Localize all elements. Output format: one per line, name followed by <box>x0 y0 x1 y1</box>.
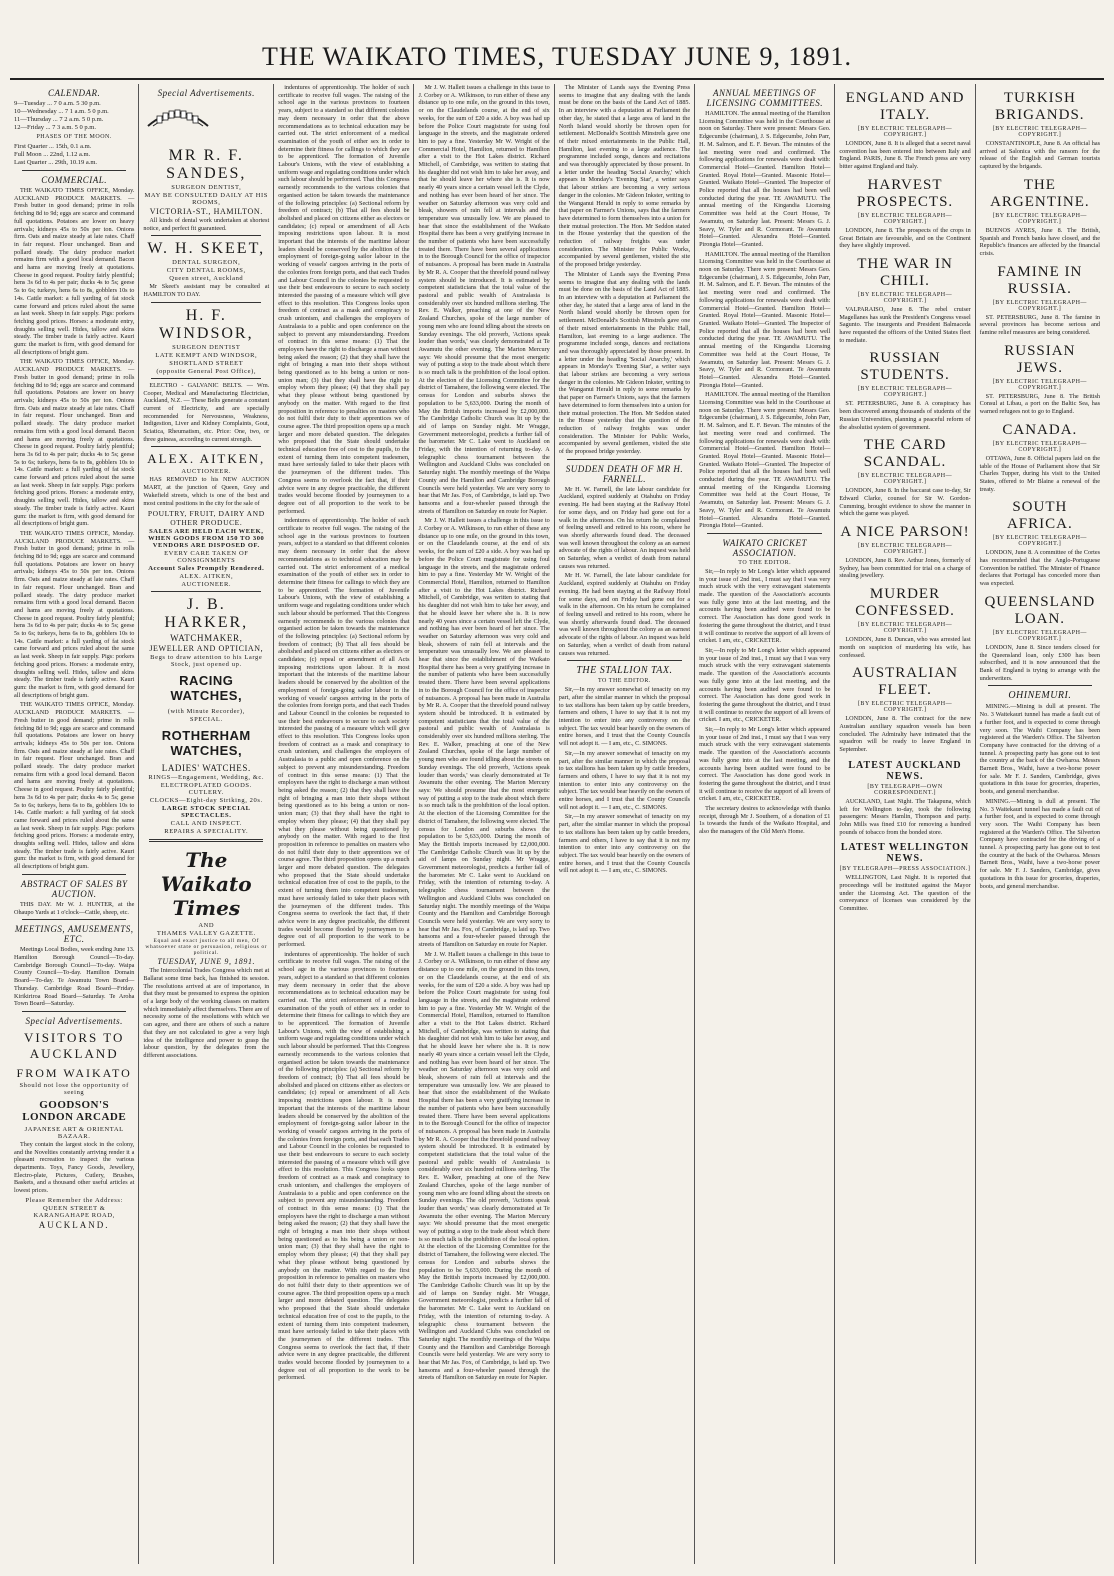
divider <box>151 591 261 592</box>
electro-text: ELECTRO - GALVANIC BELTS. — Wm. Cooper, Medical and Manufacturing Electrician, Auckland, N.Z. — These Belts generate a constant current of Electricity, and are specially recommended for Nervousness, Weakness, Indigestion, Liver and Kidney Complaints, Gout, Sciatica, Rheumatism, etc. Price: One, two, or three guineas, according to current strength. <box>143 381 270 443</box>
electroplated-line: ELECTROPLATED GOODS. CUTLERY. <box>160 782 252 797</box>
cable-heading: TURKISH BRIGANDS. <box>995 90 1085 123</box>
cable-heading: A NICE PARSON! <box>840 524 970 541</box>
visitors-line: Should not lose the opportunity of seeing <box>19 1081 129 1096</box>
cable-heading: ENGLAND AND ITALY. <box>845 90 965 123</box>
sudden-death-text: Mr H. W. Farnell, the late labour candidate for Auckland, expired suddenly at Otahuhu on Friday evening. He had been staying at the Railway Hotel for some days, and on Friday had gone out for a walk in the afternoon. On his return he complained of feeling unwell and retired to his room, where he was shortly afterwards found dead. The deceased was well known throughout the colony as an earnest advocate of the rights of labour. An inquest was held on Saturday, when a verdict of death from natural causes was returned. <box>558 572 691 657</box>
column-8 <box>976 84 1104 1564</box>
windsor-line: (opposite General Post Office), <box>156 367 257 375</box>
divider <box>988 685 1092 686</box>
special-heading: Special Advertisements. <box>157 88 255 98</box>
cable-source: [BY ELECTRIC TELEGRAPH—COPYRIGHT.] <box>992 212 1087 225</box>
cricket-text: Sir,—In reply to Mr Long's letter which appeared in your issue of 2nd inst., I must say that I was very much struck with the very extravagant statements made. The question of the Association's accounts was fully gone into at the last meeting, and the accounts having been audited were found to be correct. The Association has done good work in fostering the game throughout the district, and I trust it will continue to receive the support of all lovers of cricket. I am, etc., CRICKETER. <box>699 647 831 724</box>
sudden-death-heading: SUDDEN DEATH OF MR H. FARNELL. <box>565 463 684 484</box>
abstract-text: THIS DAY. Mr W. J. HUNTER, at the Ohaupo Yards at 1 o'clock—Cattle, sheep, etc. <box>14 900 135 916</box>
cable-heading: THE CARD SCANDAL. <box>863 437 947 471</box>
divider <box>567 459 682 460</box>
skeet-title: DENTAL SURGEON, <box>172 259 241 267</box>
masthead-title: THE WAIKATO TIMES, TUESDAY JUNE 9, 1891. <box>10 8 1104 80</box>
stallion-text: Sir,—In my answer somewhat of tenacity on my part, after the similar manner in which the proposal to tax stallions has been taken up by cattle breeders, farmers and others, I have to say that it is not my intention to enter into any controversy on the subject. The tax would bear heavily on the owners of entire horses, and I trust that the County Councils will not adopt it. — I am, etc., C. SIMONS. <box>558 813 691 875</box>
arcade-text: They contain the largest stock in the colony, and the Novelties constantly arriving render it a pleasant recreation to inspect the various departments. Toys, Fancy Goods, Jewellery, Electro-plate, Pictures, Cutlery, Brushes, Baskets, and a thousand other useful articles at lowest prices. <box>14 1140 135 1195</box>
aitken-text: HAS REMOVED to his NEW AUCTION MART, at the junction of Queen, Grey and Wakefield streets, which is one of the best and most central positions in the city for the sale of <box>143 476 270 507</box>
windsor-title: SURGEON DENTIST <box>172 343 241 351</box>
cable-heading: AUSTRALIAN FLEET. <box>852 665 958 699</box>
divider <box>151 378 261 379</box>
cable-text: LONDON, June 8. The contract for the new Australian auxiliary squadron vessels has been concluded. The Admiralty have intimated that the squadron will be ready to leave England in September. <box>839 715 971 754</box>
cable-source: [BY ELECTRIC TELEGRAPH—COPYRIGHT.] <box>857 701 953 714</box>
moon-row: Full Moon ... 22nd, 1.12 a.m. <box>14 151 91 158</box>
skeet-line: Queen street, Auckland <box>169 275 244 283</box>
paper-and: AND <box>198 922 215 930</box>
paper-date: TUESDAY, JUNE 9, 1891. <box>157 957 256 967</box>
windsor-line: SHORTLAND STREET <box>169 359 244 367</box>
licensing-text: HAMILTON. The annual meeting of the Hamilton Licensing Committee was held in the Courthouse at noon on Saturday. There were present: Messrs Geo. Edgecumbe (chairman), J. S. Edgecumbe, John Parr, H. M. Salmon, and E. F. Bevan. The minutes of the last meeting were read and confirmed. The following applications for renewals were dealt with: Commercial Hotel—Granted. Hamilton Hotel—Granted. Royal Hotel—Granted. Masonic Hotel—Granted. Waikato Hotel—Granted. The Inspector of Police reported that all the houses had been well conducted during the year. TE AWAMUTU. The annual meeting of the Kingandia Licensing Committee was held at the Court House, Te Awamutu, on Saturday last. Present: Messrs G. J. Seavy, W. Tyler and R. Cormorant. Te Awamutu Hotel—Granted. Alexandra Hotel—Granted. Pirongia Hotel—Granted. <box>699 110 831 248</box>
cable-text: WELLINGTON, Last Night. It is reported that proceedings will be instituted against the Mayor under the Licensing Act. The question of the conveyance of licenses was considered by the Committee. <box>839 874 971 913</box>
paper-motto: Equal and exact justice to all men, Of whatsoever state or persuasion, religious or political. <box>145 938 268 957</box>
editorial-text: indentures of apprenticeship. The holder of such certificate to receive full wages. The raising of the school age in the various provinces to fourteen years, subject to a standard so that different colonies may deem necessary in order that the above recommendations as to technical education may be carried out. The strict enforcement of a medical examination of the youth of either sex in order to determine their fitness for callings to which they are to be apprenticed. The formation of Juvenile Labour's Unions, with the view of establishing a uniform wage and regulating conditions under which such labour should be performed. That this Congress earnestly recommends to the various colonies that organised action be taken towards the maintenance of the following principles: (a) Sectional reform by freedom of contract; (b) That all fees should be abolished and placed on citizens either as electors or candidates; (c) repeal or amendment of all Acts imposing restrictions upon labour. It is most important that the interests of the maritime labour leaders should be conserved by the abolition of the employment of foreign-going sailor labour in the working of vessels' cargoes arriving in the ports of the colonies from foreign ports, and that each Trades and Labour Council in the colonies be requested to use their best endeavours to secure to each society interested the passing of a measure which will give effect to this resolution. This Congress looks upon freedom of contract as a mask and conspiracy to crush unionism, and challenges the employers of Australasia to a public and open conference on the subject to prevent any misunderstanding. Freedom of contract in this sense means: (1) That the employers have the right to discharge a man without being asked the reason; (2) that they shall have the right of bringing a man into their shops without being questioned as to his being a union or non-union man; (3) that they shall have the right to employ whom they please; (4) that they shall pay what they please without being questioned by anybody on the matter. With regard to the first proposition in reference to penalties on masters who do not fulfil their duty to their apprentices we of course agree. The third proposition opens up a much larger and more debated question. The delegates who proposed that the State should undertake technical education free of cost to the pupils, to the extent of turning them into competent tradesmen, must have seriously failed to take their places with the journeymen of the different trades. This Congress seems to overlook the fact that, if their advice were in any degree practicable, the different trades would become flooded by journeymen to a degree out of all proportion to the work to be performed. <box>278 950 410 1382</box>
footer-text: The secretary desires to acknowledge with thanks receipt, through Mr J. Southern, of a donation of £1 1s towards the funds of the Waikato Hospital, and also the managers of the Old Men's Home. <box>699 805 831 836</box>
ohinemuri-text: MINING.—Mining is dull at present. The No. 3 Waitekauri tunnel has made a fault cut of a further foot, and is expected to come through very soon. The Waihi Company has been registered at the Warden's Office. The Silverton Company have contracted for the driving of a tunnel. A prospecting party has gone out to test the country at the back of the Owharoa. Messrs Barnett Bros., Waihi, have a two-horse power for sale. Mr F. J. Sanders, Cambridge, gives quotations in this issue for groceries, draperies, boots, and general merchandise. <box>979 703 1101 796</box>
calendar-row: 10—Wednesday ... 7 1 a.m. 5 0 p.m. <box>14 108 109 115</box>
visitors-line: VISITORS TO AUCKLAND <box>23 1029 125 1061</box>
racing-sub: (with Minute Recorder), <box>167 708 245 716</box>
divider <box>149 839 263 842</box>
divider <box>22 919 126 920</box>
dentist-text: All kinds of dental work undertaken at shortest notice, and perfect fit guaranteed. <box>143 217 270 232</box>
column-1 <box>10 84 139 1564</box>
cable-source: [BY ELECTRIC TELEGRAPH—COPYRIGHT.] <box>857 543 953 556</box>
ohinemuri-text: MINING.—Mining is dull at present. The No. 3 Waitekauri tunnel has made a fault cut of a further foot, and is expected to come through very soon. The Waihi Company has been registered at the Warden's Office. The Silverton Company have contracted for the driving of a tunnel. A prospecting party has gone out to test the country at the back of the Owharoa. Messrs Barnett Bros., Waihi, have a two-horse power for sale. Mr F. J. Sanders, Cambridge, gives quotations in this issue for groceries, draperies, boots, and general merchandise. <box>979 797 1101 890</box>
harker-name: J. B. HARKER, <box>164 596 249 632</box>
aitken-title: AUCTIONEER. <box>181 468 232 476</box>
cricket-text: Sir,—In reply to Mr Long's letter which appeared in your issue of 2nd inst., I must say that I was very much struck with the very extravagant statements made. The question of the Association's accounts was fully gone into at the last meeting, and the accounts having been audited were found to be correct. The Association has done good work in fostering the game throughout the district, and I trust it will continue to receive the support of all lovers of cricket. I am, etc., CRICKETER. <box>699 726 831 803</box>
cable-heading: RUSSIAN JEWS. <box>1004 342 1076 376</box>
cricket-text: Sir,—In reply to Mr Long's letter which appeared in your issue of 2nd inst., I must say that I was very much struck with the very extravagant statements made. The question of the Association's accounts was fully gone into at the last meeting, and the accounts having been audited were found to be correct. The Association has done good work in fostering the game throughout the district, and I trust it will continue to receive the support of all lovers of cricket. I am, etc., CRICKETER. <box>699 567 831 645</box>
racing-watches: RACING WATCHES, <box>170 673 243 704</box>
cable-source: [BY ELECTRIC TELEGRAPH—COPYRIGHT.] <box>857 386 953 399</box>
editorial-text: indentures of apprenticeship. The holder of such certificate to receive full wages. The raising of the school age in the various provinces to fourteen years, subject to a standard so that different colonies may deem necessary in order that the above recommendations as to technical education may be carried out. The strict enforcement of a medical examination of the youth of either sex in order to determine their fitness for callings to which they are to be apprenticed. The formation of Juvenile Labour's Unions, with the view of establishing a uniform wage and regulating conditions under which such labour should be performed. That this Congress earnestly recommends to the various colonies that organised action be taken towards the maintenance of the following principles: (a) Sectional reform by freedom of contract; (b) That all fees should be abolished and placed on citizens either as electors or candidates; (c) repeal or amendment of all Acts imposing restrictions upon labour. It is most important that the interests of the maritime labour leaders should be conserved by the abolition of the employment of foreign-going sailor labour in the working of vessels' cargoes arriving in the ports of the colonies from foreign ports, and that each Trades and Labour Council in the colonies be requested to use their best endeavours to secure to each society interested the passing of a measure which will give effect to this resolution. This Congress looks upon freedom of contract as a mask and conspiracy to crush unionism, and challenges the employers of Australasia to a public and open conference on the subject to prevent any misunderstanding. Freedom of contract in this sense means: (1) That the employers have the right to discharge a man without being asked the reason; (2) that they shall have the right of bringing a man into their shops without being questioned as to his being a union or non-union man; (3) that they shall have the right to employ whom they please; (4) that they shall pay what they please without being questioned by anybody on the matter. With regard to the first proposition in reference to penalties on masters who do not fulfil their duty to their apprentices we of course agree. The third proposition opens up a much larger and more debated question. The delegates who proposed that the State should undertake technical education free of cost to the pupils, to the extent of turning them into competent tradesmen, must have seriously failed to take their places with the journeymen of the different trades. This Congress seems to overlook the fact that, if their advice were in any degree practicable, the different trades would become flooded by journeymen to a degree out of all proportion to the work to be performed. <box>278 84 410 515</box>
sudden-death-text: Mr H. W. Farnell, the late labour candidate for Auckland, expired suddenly at Otahuhu on Friday evening. He had been staying at the Railway Hotel for some days, and on Friday had gone out for a walk in the afternoon. On his return he complained of feeling unwell and retired to his room, where he was shortly afterwards found dead. The deceased was well known throughout the colony as an earnest advocate of the rights of labour. An inquest was held on Saturday, when a verdict of death from natural causes was returned. <box>558 485 691 570</box>
cable-heading: QUEENSLAND LOAN. <box>984 593 1096 627</box>
column-3 <box>274 84 414 1564</box>
cable-heading: HARVEST PROSPECTS. <box>856 176 954 210</box>
cable-text: LONDON, June 8. In the baccarat case to-day, Sir Edward Clarke, counsel for Sir W. Gordon-Cumming, brought evidence to show the manner in which the game was played. <box>839 487 971 518</box>
local-news-text: Mr J. W. Hallett issues a challenge in this issue to J. Corbey or A. Wilkinson, to run either of these any distance up to one mile, on the ground in this town, or on the Claudelands course, at the end of six weeks, for the sum of £20 a side. A boy was had up before the Police Court magistrate for using foul language in the streets, and the magistrate ordered him to pay a fine. Yesterday Mr W. Wright of the Commercial Hotel, Hamilton, returned to Hamilton after a visit to the Hot Lakes district. Richard Mitchell, of Cambridge, was written to stating that his daughter did not wish him to take her away, and that he should leave her where she is. It is now nearly 40 years since a certain vessel left the Clyde, and nothing has ever been heard of her since. The weather on Saturday afternoon was very cold and bleak, showers of rain fell at intervals and the temperature was unusually low. We are pleased to hear that since the establishment of the Waikato Hospital there has been a very gratifying increase in the number of patients who have been successfully treated there. There have been several applications in to the Borough Council for the office of inspector of nuisances. A proposal has been made in Australia by Mr R. A. Cooper that the threefold pound railway system should be introduced. It is estimated by competent statisticians that the total value of the pastoral and public wealth of Australasia is considerably over six hundred millions sterling. The Rev. E. Walker, preaching at one of the New Zealand Churches, spoke of the large number of young men who are found idling about the streets on Sunday evenings. The old proverb, 'Actions speak louder than words,' was clearly demonstrated at Te Awamutu the other evening. The Marton Mercury says: We should presume that the most energetic way of putting a stop to the trade about which there is so much talk is the prohibition of the local option. At the election of the Licensing Committee for the district of Tamahere, the following were elected. The census for London and suburbs shows the population to be 5,633,000. During the month of May the British imports increased by £2,000,000. The Cambridge Catholic Church was lit up by the aid of lamps on Sunday night. Mr Wragge, Government meteorologist, predicts a further fall of the barometer. Mr C. Lake went to Auckland on Friday, with the intention of returning to-day. A telegraphic chess tournament between the Wellington and Auckland Clubs was concluded on Saturday night. The monthly meetings of the Waipa County and the Hamilton and Cambridge Borough Councils were held yesterday. We are very sorry to hear that Mr Jas. Fox, of Cambridge, is laid up. Two hansoms and a four-wheeler passed through the streets of Hamilton on Saturday en route for Napier. <box>418 84 550 515</box>
aitken-every: EVERY CARE TAKEN OF CONSIGNMENTS <box>164 550 249 565</box>
divider <box>22 874 126 875</box>
cable-heading: CANADA. <box>1002 421 1078 438</box>
skeet-text: Mr Skeet's assistant may be consulted at HAMILTON TO DAY. <box>143 283 270 299</box>
cable-heading: MURDER CONFESSED. <box>855 586 955 620</box>
cable-source: [BY ELECTRIC TELEGRAPH—COPYRIGHT.] <box>992 535 1087 548</box>
arcade-address: QUEEN STREET & KARANGAHAPE ROAD, <box>33 1204 115 1219</box>
cable-source: [BY ELECTRIC TELEGRAPH—COPYRIGHT.] <box>992 440 1087 453</box>
cable-heading: LATEST WELLINGTON NEWS. <box>840 842 970 865</box>
cable-text: ST. PETERSBURG, June 8. A conspiracy has been discovered among thousands of students of the Russian Universities, planning a peaceful reform of the absolutist system of government. <box>839 400 971 431</box>
aitken-name: ALEX. AITKEN, <box>147 451 266 467</box>
cable-text: LONDON, June 8. It is alleged that a secret naval convention has been entered into between Italy and England. PARIS, June 8. The French press are very bitter against England and Italy. <box>839 140 971 171</box>
windsor-name: H. F. WINDSOR, <box>158 306 254 342</box>
cricket-heading: WAIKATO CRICKET ASSOCIATION. <box>722 537 808 558</box>
licensing-text: HAMILTON. The annual meeting of the Hamilton Licensing Committee was held in the Courthouse at noon on Saturday. There were present: Messrs Geo. Edgecumbe (chairman), J. S. Edgecumbe, John Parr, H. M. Salmon, and E. F. Bevan. The minutes of the last meeting were read and confirmed. The following applications for renewals were dealt with: Commercial Hotel—Granted. Hamilton Hotel—Granted. Royal Hotel—Granted. Masonic Hotel—Granted. Waikato Hotel—Granted. The Inspector of Police reported that all the houses had been well conducted during the year. TE AWAMUTU. The annual meeting of the Kingandia Licensing Committee was held at the Court House, Te Awamutu, on Saturday last. Present: Messrs G. J. Seavy, W. Tyler and R. Cormorant. Te Awamutu Hotel—Granted. Alexandra Hotel—Granted. Pirongia Hotel—Granted. <box>699 250 831 389</box>
columns <box>10 84 1104 1564</box>
repairs-line: REPAIRS A SPECIALITY. <box>164 828 249 836</box>
commercial-text: THE WAIKATO TIMES OFFICE, Monday. AUCKLAND PRODUCE MARKETS. — Fresh butter in good demand; prime in rolls fetching 8d to 9d; eggs are scarce and command full quotations. Potatoes are lower on heavy arrivals; kidneys 45s to 50s per ton. Onions firm. Oats and maize steady at late rates. Chaff in fair request. Flour unchanged. Bran and pollard steady. The dairy produce market remains firm with a good local demand. Bacon and hams are moving freely at quotations. Cheese in good request. Poultry fairly plentiful; hens 3s 6d to 4s per pair; ducks 4s to 5s; geese 5s to 6s; turkeys, hens 6s to 8s, gobblers 10s to 14s. Cattle market: a full yarding of fat stock came forward and prices ruled about the same as last week. Sheep in fair supply. Pigs: porkers fetching good prices. Horses: a moderate entry, draughts selling well. Hides, tallow and skins steady. The timber trade is fairly active. Kauri gum: the market is firm, with good demand for all descriptions of bright gum. <box>14 187 135 356</box>
divider <box>151 446 261 447</box>
cable-source: [BY ELECTRIC TELEGRAPH—COPYRIGHT.] <box>992 299 1087 312</box>
cable-text: VALPARAISO, June 8. The rebel cruiser Magellanes has sunk the President's Congress vessel Sagunto. The insurgents and President Balmaceda have requested the officers of the United States fleet to mediate. <box>839 305 971 344</box>
arcade-address: AUCKLAND. <box>38 1219 110 1230</box>
skeet-line: CITY DENTAL ROOMS, <box>166 267 246 275</box>
moon-row: First Quarter ... 15th, 0.1 a.m. <box>14 143 92 150</box>
call-line: CALL AND INSPECT. <box>170 820 242 828</box>
editorial-text: The Intercolonial Trades Congress which met at Ballarat some time back, has finished its session. The resolutions arrived at are of importance, in that they must be presumed to express the opinion of a large body of the working classes on matters which immediately affect themselves. There are of necessity some of the resolutions with which we can agree, and there are others of such a nature that they are not calculated to give a very high idea of the intelligence and power to grasp the labour question, by the delegates from the different associations. <box>143 967 270 1059</box>
cricket-sub: TO THE EDITOR. <box>738 559 792 566</box>
dentist-title: SURGEON DENTIST, <box>171 184 242 191</box>
ohinemuri-heading: OHINEMURI. <box>1008 690 1072 702</box>
column-5 <box>555 84 695 1564</box>
ladies-watches: LADIES' WATCHES. <box>161 763 251 774</box>
aitken-sales: SALES ARE HELD EACH WEEK, WHEN GOODS FROM 150 TO 300 VENDORS ARE DISPOSED OF. <box>148 528 265 550</box>
cable-source: [BY ELECTRIC TELEGRAPH—COPYRIGHT.] <box>992 126 1087 138</box>
abstract-heading: ABSTRACT OF SALES BY AUCTION. <box>20 878 128 899</box>
harker-title: WATCHMAKER, <box>170 633 243 644</box>
dentist-name: MR R. F. SANDES, <box>166 147 247 182</box>
cable-heading: SOUTH AFRICA. <box>1006 499 1073 533</box>
cable-heading: THE WAR IN CHILI. <box>857 255 953 289</box>
commercial-text: THE WAIKATO TIMES OFFICE, Monday. AUCKLAND PRODUCE MARKETS. — Fresh butter in good demand; prime in rolls fetching 8d to 9d; eggs are scarce and command full quotations. Potatoes are lower on heavy arrivals; kidneys 45s to 50s per ton. Onions firm. Oats and maize steady at late rates. Chaff in fair request. Flour unchanged. Bran and pollard steady. The dairy produce market remains firm with a good local demand. Bacon and hams are moving freely at quotations. Cheese in good request. Poultry fairly plentiful; hens 3s 6d to 4s per pair; ducks 4s to 5s; geese 5s to 6s; turkeys, hens 6s to 8s, gobblers 10s to 14s. Cattle market: a full yarding of fat stock came forward and prices ruled about the same as last week. Sheep in fair supply. Pigs: porkers fetching good prices. Horses: a moderate entry, draughts selling well. Hides, tallow and skins steady. The timber trade is fairly active. Kauri gum: the market is firm, with good demand for all descriptions of bright gum. <box>14 358 135 528</box>
local-news-text: Mr J. W. Hallett issues a challenge in this issue to J. Corbey or A. Wilkinson, to run either of these any distance up to one mile, on the ground in this town, or on the Claudelands course, at the end of six weeks, for the sum of £20 a side. A boy was had up before the Police Court magistrate for using foul language in the streets, and the magistrate ordered him to pay a fine. Yesterday Mr W. Wright of the Commercial Hotel, Hamilton, returned to Hamilton after a visit to the Hot Lakes district. Richard Mitchell, of Cambridge, was written to stating that his daughter did not wish him to take her away, and that he should leave her where she is. It is now nearly 40 years since a certain vessel left the Clyde, and nothing has ever been heard of her since. The weather on Saturday afternoon was very cold and bleak, showers of rain fell at intervals and the temperature was unusually low. We are pleased to hear that since the establishment of the Waikato Hospital there has been a very gratifying increase in the number of patients who have been successfully treated there. There have been several applications in to the Borough Council for the office of inspector of nuisances. A proposal has been made in Australia by Mr R. A. Cooper that the threefold pound railway system should be introduced. It is estimated by competent statisticians that the total value of the pastoral and public wealth of Australasia is considerably over six hundred millions sterling. The Rev. E. Walker, preaching at one of the New Zealand Churches, spoke of the large number of young men who are found idling about the streets on Sunday evenings. The old proverb, 'Actions speak louder than words,' was clearly demonstrated at Te Awamutu the other evening. The Marton Mercury says: We should presume that the most energetic way of putting a stop to the trade about which there is so much talk is the prohibition of the local option. At the election of the Licensing Committee for the district of Tamahere, the following were elected. The census for London and suburbs shows the population to be 5,633,000. During the month of May the British imports increased by £2,000,000. The Cambridge Catholic Church was lit up by the aid of lamps on Sunday night. Mr Wragge, Government meteorologist, predicts a further fall of the barometer. Mr C. Lake went to Auckland on Friday, with the intention of returning to-day. A telegraphic chess tournament between the Wellington and Auckland Clubs was concluded on Saturday night. The monthly meetings of the Waipa County and the Hamilton and Cambridge Borough Councils were held yesterday. We are very sorry to hear that Mr Jas. Fox, of Cambridge, is laid up. Two hansoms and a four-wheeler passed through the streets of Hamilton on Saturday en route for Napier. <box>418 517 550 949</box>
arcade-sub: JAPANESE ART & ORIENTAL BAZAAR. <box>24 1125 124 1140</box>
harker-text: Begs to draw attention to his Large Stock, just opened up. <box>150 654 263 669</box>
cable-text: CONSTANTINOPLE, June 8. An official has arrived at Salonica with the ransom for the release of the English and German tourists captured by the brigands. <box>979 140 1101 171</box>
divider <box>151 302 261 303</box>
stallion-sub: TO THE EDITOR. <box>598 678 651 685</box>
moon-heading: PHASES OF THE MOON. <box>36 134 112 140</box>
dentist-line: VICTORIA-ST., HAMILTON. <box>149 207 263 216</box>
calendar-heading: CALENDAR. <box>48 88 101 98</box>
divider <box>151 235 261 236</box>
local-news-text: Mr J. W. Hallett issues a challenge in this issue to J. Corbey or A. Wilkinson, to run either of these any distance up to one mile, on the ground in this town, or on the Claudelands course, at the end of six weeks, for the sum of £20 a side. A boy was had up before the Police Court magistrate for using foul language in the streets, and the magistrate ordered him to pay a fine. Yesterday Mr W. Wright of the Commercial Hotel, Hamilton, returned to Hamilton after a visit to the Hot Lakes district. Richard Mitchell, of Cambridge, was written to stating that his daughter did not wish him to take her away, and that he should leave her where she is. It is now nearly 40 years since a certain vessel left the Clyde, and nothing has ever been heard of her since. The weather on Saturday afternoon was very cold and bleak, showers of rain fell at intervals and the temperature was unusually low. We are pleased to hear that since the establishment of the Waikato Hospital there has been a very gratifying increase in the number of patients who have been successfully treated there. There have been several applications in to the Borough Council for the office of inspector of nuisances. A proposal has been made in Australia by Mr R. A. Cooper that the threefold pound railway system should be introduced. It is estimated by competent statisticians that the total value of the pastoral and public wealth of Australasia is considerably over six hundred millions sterling. The Rev. E. Walker, preaching at one of the New Zealand Churches, spoke of the large number of young men who are found idling about the streets on Sunday evenings. The old proverb, 'Actions speak louder than words,' was clearly demonstrated at Te Awamutu the other evening. The Marton Mercury says: We should presume that the most energetic way of putting a stop to the trade about which there is so much talk is the prohibition of the local option. At the election of the Licensing Committee for the district of Tamahere, the following were elected. The census for London and suburbs shows the population to be 5,633,000. During the month of May the British imports increased by £2,000,000. The Cambridge Catholic Church was lit up by the aid of lamps on Sunday night. Mr Wragge, Government meteorologist, predicts a further fall of the barometer. Mr C. Lake went to Auckland on Friday, with the intention of returning to-day. A telegraphic chess tournament between the Wellington and Auckland Clubs was concluded on Saturday night. The monthly meetings of the Waipa County and the Hamilton and Cambridge Borough Councils were held yesterday. We are very sorry to hear that Mr Jas. Fox, of Cambridge, is laid up. Two hansoms and a four-wheeler passed through the streets of Hamilton on Saturday en route for Napier. <box>418 950 550 1382</box>
cable-source: [BY ELECTRIC TELEGRAPH—COPYRIGHT.] <box>857 212 953 225</box>
local-news-text: The Minister of Lands says the Evening Press seems to imagine that any dealing with the lands must be done on the basis of the Land Act of 1885. In an interview with a deputation at Parliament the other day, he stated that a large area of land in the North Island would shortly be thrown open for settlement. McDonald's Scottish Minstrels gave one of their mixed entertainments in the Public Hall, Hamilton, last evening to a large audience. The programme included songs, dances and recitations and was thoroughly appreciated by those present. In a letter under the heading 'Social Anarchy,' which appears in Monday's 'Evening Star', a writer says that labour strikes are becoming a very serious danger in the colonies. Mr Gideon Inkster, writing to the Wanganui Herald in reply to some remarks by that paper on Farmer's Unions, says that the farmers have determined to form themselves into a union for their mutual protection. The Hon. Mr Seddon stated in the House yesterday that the question of the reduction of railway freights was under consideration. The Minister for Public Works, accompanied by several gentlemen, visited the site of the proposed bridge yesterday. <box>558 270 691 456</box>
editorial-text: indentures of apprenticeship. The holder of such certificate to receive full wages. The raising of the school age in the various provinces to fourteen years, subject to a standard so that different colonies may deem necessary in order that the above recommendations as to technical education may be carried out. The strict enforcement of a medical examination of the youth of either sex in order to determine their fitness for callings to which they are to be apprenticed. The formation of Juvenile Labour's Unions, with the view of establishing a uniform wage and regulating conditions under which such labour should be performed. That this Congress earnestly recommends to the various colonies that organised action be taken towards the maintenance of the following principles: (a) Sectional reform by freedom of contract; (b) That all fees should be abolished and placed on citizens either as electors or candidates; (c) repeal or amendment of all Acts imposing restrictions upon labour. It is most important that the interests of the maritime labour leaders should be conserved by the abolition of the employment of foreign-going sailor labour in the working of vessels' cargoes arriving in the ports of the colonies from foreign ports, and that each Trades and Labour Council in the colonies be requested to use their best endeavours to secure to each society interested the passing of a measure which will give effect to this resolution. This Congress looks upon freedom of contract as a mask and conspiracy to crush unionism, and challenges the employers of Australasia to a public and open conference on the subject to prevent any misunderstanding. Freedom of contract in this sense means: (1) That the employers have the right to discharge a man without being asked the reason; (2) that they shall have the right of bringing a man into their shops without being questioned as to his being a union or non-union man; (3) that they shall have the right to employ whom they please; (4) that they shall pay what they please without being questioned by anybody on the matter. With regard to the first proposition in reference to penalties on masters who do not fulfil their duty to their apprentices we of course agree. The third proposition opens up a much larger and more debated question. The delegates who proposed that the State should undertake technical education free of cost to the pupils, to the extent of turning them into competent tradesmen, must have seriously failed to take their places with the journeymen of the different trades. This Congress seems to overlook the fact that, if their advice were in any degree practicable, the different trades would become flooded by journeymen to a degree out of all proportion to the work to be performed. <box>278 517 410 949</box>
skeet-name: W. H. SKEET, <box>147 240 266 258</box>
cable-text: LONDON, June 8. Rev. Arthur Jones, formerly of Sydney, has been committed for trial on a charge of stealing jewellery. <box>839 557 971 580</box>
cable-heading: FAMINE IN RUSSIA. <box>997 263 1083 297</box>
cable-text: LONDON, June 8. Since tenders closed for the Queensland loan, only £300 has been subscribed, and it is now announced that the Bank of England is trying to arrange with the underwriters. <box>979 643 1101 682</box>
column-4 <box>414 84 554 1564</box>
aitken-goods: POULTRY, FRUIT, DAIRY AND OTHER PRODUCE. <box>147 509 265 528</box>
calendar-row: 9—Tuesday ... 7 0 a.m. 5 30 p.m. <box>14 100 101 107</box>
divider <box>707 533 822 534</box>
stallion-text: Sir,—In my answer somewhat of tenacity on my part, after the similar manner in which the proposal to tax stallions has been taken up by cattle breeders, farmers and others, I have to say that it is not my intention to enter into any controversy on the subject. The tax would bear heavily on the owners of entire horses, and I trust that the County Councils will not adopt it. — I am, etc., C. SIMONS. <box>558 686 691 748</box>
cable-source: [BY ELECTRIC TELEGRAPH—COPYRIGHT.] <box>857 473 953 486</box>
cable-heading: LATEST AUCKLAND NEWS. <box>848 759 962 782</box>
cable-source: [BY ELECTRIC TELEGRAPH—COPYRIGHT.] <box>857 622 953 635</box>
cable-text: AUCKLAND, Last Night. The Takapuna, which left for Wellington to-day, took the following passengers: Messrs Hamlin, Thompson and party. John Mills was fined £10 for removing a hundred pounds of tobacco from the bonded store. <box>839 797 971 836</box>
arcade-address: Please Remember the Address: <box>25 1196 123 1204</box>
aitken-sig: AUCTIONEER. <box>181 581 232 589</box>
cable-source: [BY ELECTRIC TELEGRAPH—COPYRIGHT.] <box>992 629 1087 642</box>
commercial-text: THE WAIKATO TIMES OFFICE, Monday. AUCKLAND PRODUCE MARKETS. — Fresh butter in good demand; prime in rolls fetching 8d to 9d; eggs are scarce and command full quotations. Potatoes are lower on heavy arrivals; kidneys 45s to 50s per ton. Onions firm. Oats and maize steady at late rates. Chaff in fair request. Flour unchanged. Bran and pollard steady. The dairy produce market remains firm with a good local demand. Bacon and hams are moving freely at quotations. Cheese in good request. Poultry fairly plentiful; hens 3s 6d to 4s per pair; ducks 4s to 5s; geese 5s to 6s; turkeys, hens 6s to 8s, gobblers 10s to 14s. Cattle market: a full yarding of fat stock came forward and prices ruled about the same as last week. Sheep in fair supply. Pigs: porkers fetching good prices. Horses: a moderate entry, draughts selling well. Hides, tallow and skins steady. The timber trade is fairly active. Kauri gum: the market is firm, with good demand for all descriptions of bright gum. <box>14 529 135 699</box>
column-6 <box>695 84 835 1564</box>
special-label: SPECIAL. <box>189 716 223 724</box>
spectacles-line: LARGE STOCK SPECIAL SPECTACLES. <box>161 805 251 820</box>
calendar-table <box>14 100 134 167</box>
cable-text: LONDON, June 8. A committee of the Cortes has recommended that the Anglo-Portuguese Convention be ratified. The Minister of Finance declares that Portugal has conceded more than was expected. <box>979 549 1101 588</box>
cable-source: [BY TELEGRAPH—OWN CORRESPONDENT.] <box>867 783 943 796</box>
arcade-name: GOODSON'S LONDON ARCADE <box>22 1098 127 1123</box>
aitken-sig: ALEX. AITKEN, <box>179 573 234 581</box>
licensing-text: HAMILTON. The annual meeting of the Hamilton Licensing Committee was held in the Courthouse at noon on Saturday. There were present: Messrs Geo. Edgecumbe (chairman), J. S. Edgecumbe, John Parr, H. M. Salmon, and E. F. Bevan. The minutes of the last meeting were read and confirmed. The following applications for renewals were dealt with: Commercial Hotel—Granted. Hamilton Hotel—Granted. Royal Hotel—Granted. Masonic Hotel—Granted. Waikato Hotel—Granted. The Inspector of Police reported that all the houses had been well conducted during the year. TE AWAMUTU. The annual meeting of the Kingandia Licensing Committee was held at the Court House, Te Awamutu, on Saturday last. Present: Messrs G. J. Seavy, W. Tyler and R. Cormorant. Te Awamutu Hotel—Granted. Alexandra Hotel—Granted. Pirongia Hotel—Granted. <box>699 391 831 530</box>
commercial-heading: COMMERCIAL. <box>41 175 108 185</box>
paper-logo: The Waikato Times <box>160 848 252 921</box>
clocks-line: CLOCKS—Eight-day Striking, 20s. <box>149 797 263 805</box>
cable-text: ST. PETERSBURG, June 8. The British Consul at Libau, a port on the Baltic Sea, has warned refugees not to go to England. <box>979 392 1101 416</box>
cable-heading: THE ARGENTINE. <box>990 176 1090 210</box>
cable-source: [BY ELECTRIC TELEGRAPH—COPYRIGHT.] <box>992 378 1087 391</box>
cable-source: [BY TELEGRAPH—PRESS ASSOCIATION.] <box>839 866 971 873</box>
column-2 <box>139 84 274 1564</box>
windsor-line: LATE KEMPT AND WINDSOR, <box>155 351 258 359</box>
column-7 <box>835 84 975 1564</box>
dentist-line: MAY BE CONSULTED DAILY AT HIS ROOMS, <box>144 192 269 206</box>
divider <box>22 170 126 171</box>
meetings-heading: MEETINGS, AMUSEMENTS, ETC. <box>14 924 134 945</box>
calendar-row: 12—Friday ... 7 3 a.m. 5 0 p.m. <box>14 124 96 131</box>
stallion-heading: THE STALLION TAX. <box>576 665 673 677</box>
cable-text: BUENOS AYRES, June 8. The British, Spanish and French banks have closed, and the Republic's finances are affected by the financial crisis. <box>979 226 1101 257</box>
harker-title: JEWELLER AND OPTICIAN, <box>149 644 264 654</box>
stallion-text: Sir,—In my answer somewhat of tenacity on my part, after the similar manner in which the proposal to tax stallions has been taken up by cattle breeders, farmers and others, I have to say that it is not my intention to enter into any controversy on the subject. The tax would bear heavily on the owners of entire horses, and I trust that the County Councils will not adopt it. — I am, etc., C. SIMONS. <box>558 749 691 811</box>
visitors-line: FROM WAIKATO <box>16 1065 132 1080</box>
meetings-text: Meetings Local Bodies, week ending June 13. Hamilton Borough Council—To-day. Cambridge Borough Council—To-day. Waipa County Council—To-day. Hamilton Domain Board—To-day. Te Awamutu Town Board—Thursday. Cambridge Road Board—Friday. Kirikiriroa Road Board—Saturday. Te Aroha Town Board—Saturday. <box>14 946 135 1008</box>
cable-source: [BY ELECTRIC TELEGRAPH—COPYRIGHT.] <box>857 291 953 304</box>
cable-text: ST. PETERSBURG, June 8. The famine in several provinces has become serious and famine relief measures are being considered. <box>979 313 1101 337</box>
divider <box>567 660 682 661</box>
cable-heading: RUSSIAN STUDENTS. <box>860 350 950 384</box>
cable-text: LONDON, June 8. The prospects of the crops in Great Britain are favourable, and on the Continent they have slightly improved. <box>839 226 971 250</box>
paper-sub: THAMES VALLEY GAZETTE. <box>156 930 256 938</box>
calendar-row: 11—Thursday ... 7 2 a.m. 5 0 p.m. <box>14 116 104 123</box>
special-heading: Special Advertisements. <box>25 1015 123 1026</box>
licensing-heading: ANNUAL MEETINGS OF LICENSING COMMITTEES. <box>706 88 823 108</box>
cable-text: LONDON, June 8. Duncan, who was arrested last month on suspicion of murdering his wife, has confessed. <box>839 636 971 659</box>
dentures-icon <box>143 104 213 134</box>
cable-text: OTTAWA, June 8. Official papers laid on the table of the House of Parliament show that Sir Charles Tupper, during his visit to the United States, offered to Mr Blaine a renewal of the treaty. <box>979 454 1101 493</box>
rotherham-watches: ROTHERHAM WATCHES, <box>161 728 251 759</box>
local-news-text: The Minister of Lands says the Evening Press seems to imagine that any dealing with the lands must be done on the basis of the Land Act of 1885. In an interview with a deputation at Parliament the other day, he stated that a large area of land in the North Island would shortly be thrown open for settlement. McDonald's Scottish Minstrels gave one of their mixed entertainments in the Public Hall, Hamilton, last evening to a large audience. The programme included songs, dances and recitations and was thoroughly appreciated by those present. In a letter under the heading 'Social Anarchy,' which appears in Monday's 'Evening Star', a writer says that labour strikes are becoming a very serious danger in the colonies. Mr Gideon Inkster, writing to the Wanganui Herald in reply to some remarks by that paper on Farmer's Unions, says that the farmers have determined to form themselves into a union for their mutual protection. The Hon. Mr Seddon stated in the House yesterday that the question of the reduction of railway freights was under consideration. The Minister for Public Works, accompanied by several gentlemen, visited the site of the proposed bridge yesterday. <box>558 84 691 269</box>
cable-source: [BY ELECTRIC TELEGRAPH—COPYRIGHT.] <box>857 126 953 138</box>
moon-row: Last Quarter ... 29th, 10.19 a.m. <box>14 159 98 166</box>
divider <box>22 1011 126 1012</box>
commercial-text: THE WAIKATO TIMES OFFICE, Monday. AUCKLAND PRODUCE MARKETS. — Fresh butter in good demand; prime in rolls fetching 8d to 9d; eggs are scarce and command full quotations. Potatoes are lower on heavy arrivals; kidneys 45s to 50s per ton. Onions firm. Oats and maize steady at late rates. Chaff in fair request. Flour unchanged. Bran and pollard steady. The dairy produce market remains firm with a good local demand. Bacon and hams are moving freely at quotations. Cheese in good request. Poultry fairly plentiful; hens 3s 6d to 4s per pair; ducks 4s to 5s; geese 5s to 6s; turkeys, hens 6s to 8s, gobblers 10s to 14s. Cattle market: a full yarding of fat stock came forward and prices ruled about the same as last week. Sheep in fair supply. Pigs: porkers fetching good prices. Horses: a moderate entry, draughts selling well. Hides, tallow and skins steady. The timber trade is fairly active. Kauri gum: the market is firm, with good demand for all descriptions of bright gum. <box>14 701 135 871</box>
aitken-account: Account Sales Promptly Rendered. <box>148 565 265 573</box>
rings-line: RINGS—Engagement, Wedding, &c. <box>148 774 265 782</box>
